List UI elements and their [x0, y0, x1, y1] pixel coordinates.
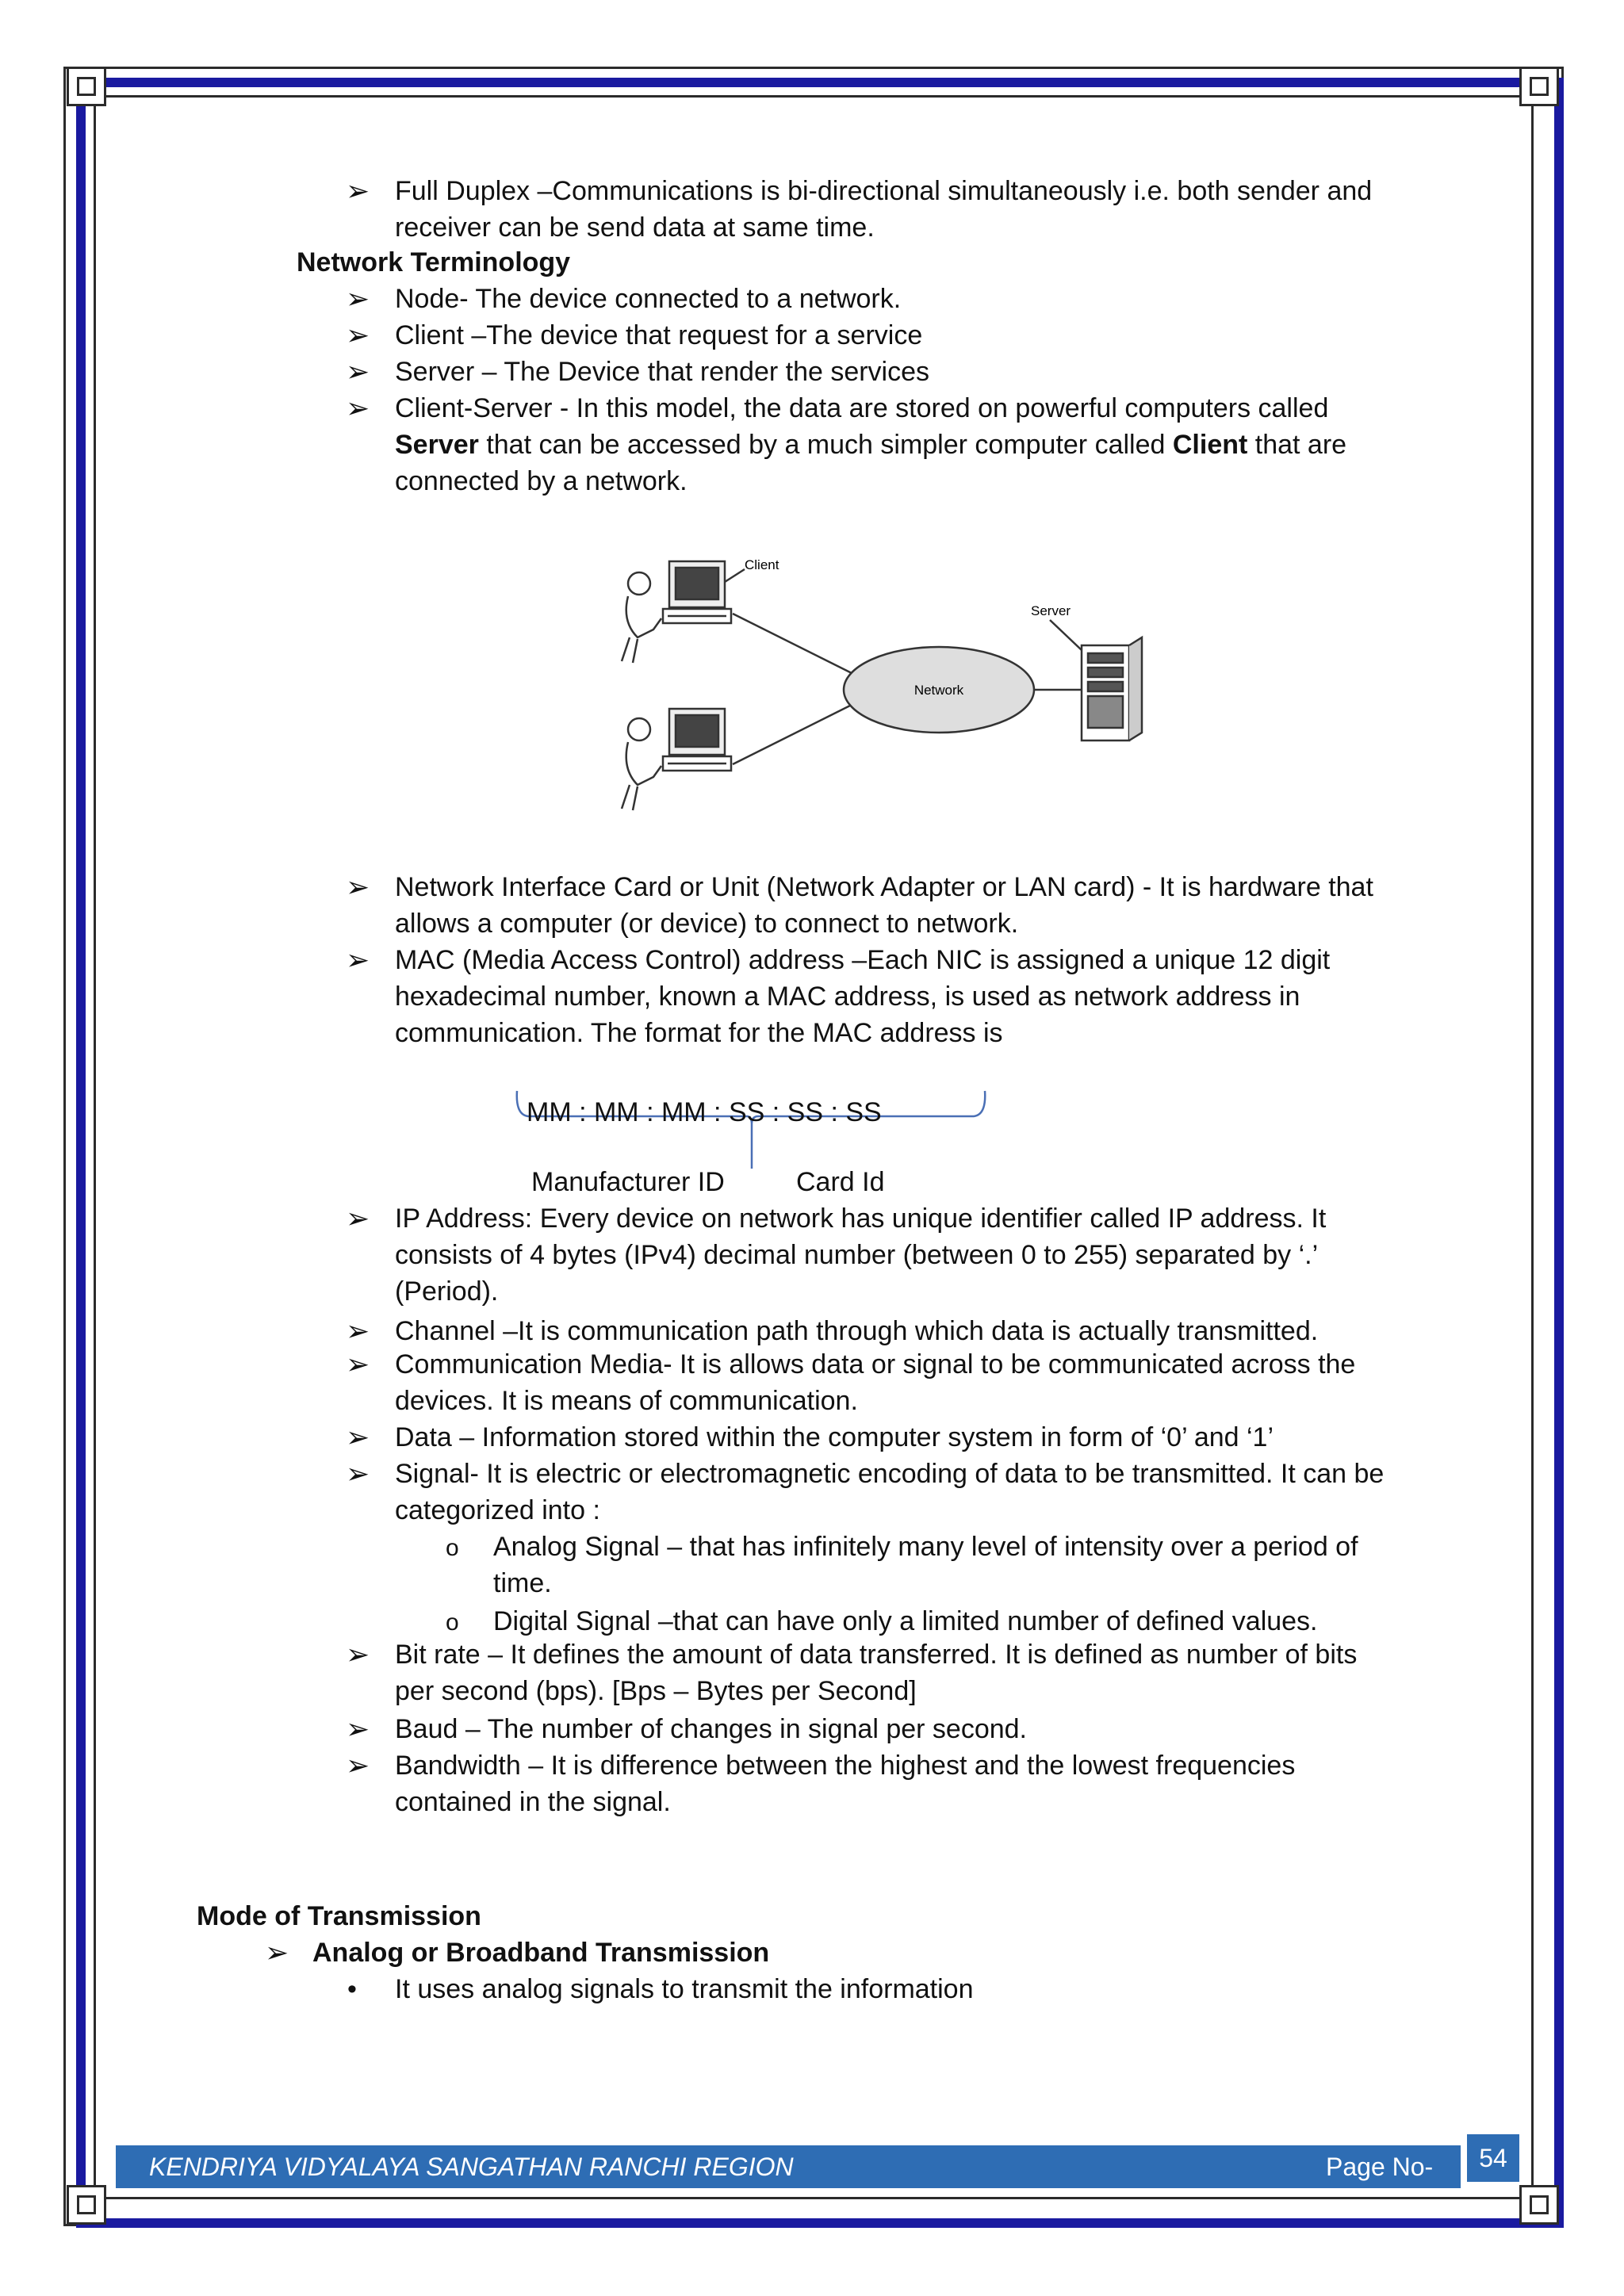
arrow-bullet-icon: ➢	[346, 1314, 370, 1347]
arrow-bullet-icon: ➢	[346, 282, 370, 315]
bit-rate-line-1: Bit rate – It defines the amount of data transferred. It is defined as number of bits	[395, 1640, 1358, 1670]
nic-line-1: Network Interface Card or Unit (Network Adapter or LAN card) - It is hardware that	[395, 872, 1373, 902]
manufacturer-id-label: Manufacturer ID	[531, 1167, 725, 1197]
circle-bullet-icon: o	[446, 1535, 459, 1561]
server-item: Server – The Device that render the services	[395, 357, 930, 387]
card-id-label: Card Id	[796, 1167, 885, 1197]
mac-line-3: communication. The format for the MAC address is	[395, 1018, 1003, 1048]
client-server-text-a: that can be accessed by a much simpler computer called	[478, 430, 1173, 460]
connection-line-client1	[733, 614, 860, 677]
full-duplex-line-1: Full Duplex –Communications is bi-directional simultaneously i.e. both sender and	[395, 176, 1373, 206]
client-server-text-b: that are	[1247, 430, 1347, 460]
connection-line-client2	[733, 701, 860, 764]
analog-signal-line-1: Analog Signal – that has infinitely many level of intensity over a period of	[493, 1532, 1358, 1562]
dot-bullet-icon: •	[347, 1974, 357, 2004]
arrow-bullet-icon: ➢	[346, 1421, 370, 1453]
client-pointer-line	[725, 569, 745, 582]
analog-use-item: It uses analog signals to transmit the information	[395, 1974, 974, 2004]
footer-organization: KENDRIYA VIDYALAYA SANGATHAN RANCHI REGION	[149, 2152, 794, 2181]
arrow-bullet-icon: ➢	[346, 943, 370, 976]
mac-line-2: hexadecimal number, known a MAC address, is used as network address in	[395, 982, 1300, 1012]
signal-line-1: Signal- It is electric or electromagnetic encoding of data to be transmitted. It can be	[395, 1459, 1385, 1489]
media-line-2: devices. It is means of communication.	[395, 1386, 858, 1416]
data-item: Data – Information stored within the computer system in form of ‘0’ and ‘1’	[395, 1422, 1274, 1452]
mode-of-transmission-heading: Mode of Transmission	[197, 1901, 481, 1931]
arrow-bullet-icon: ➢	[346, 1202, 370, 1234]
ip-line-2: consists of 4 bytes (IPv4) decimal number (between 0 to 255) separated by ‘.’	[395, 1240, 1319, 1270]
server-tower-icon	[1082, 637, 1142, 740]
media-line-1: Communication Media- It is allows data or signal to be communicated across the	[395, 1349, 1356, 1380]
server-pointer-line	[1050, 620, 1082, 650]
arrow-bullet-icon: ➢	[346, 871, 370, 903]
channel-item: Channel –It is communication path through which data is actually transmitted.	[395, 1316, 1319, 1346]
page-number: 54	[1467, 2134, 1519, 2182]
bit-rate-line-2: per second (bps). [Bps – Bytes per Second]	[395, 1676, 917, 1706]
bandwidth-line-2: contained in the signal.	[395, 1787, 671, 1817]
client-server-line-1: Client-Server - In this model, the data are stored on powerful computers called	[395, 393, 1329, 423]
digital-signal-item: Digital Signal –that can have only a limited number of defined values.	[493, 1606, 1318, 1636]
signal-line-2: categorized into :	[395, 1495, 600, 1525]
analog-broadband-heading: Analog or Broadband Transmission	[312, 1938, 770, 1968]
arrow-bullet-icon: ➢	[346, 1348, 370, 1380]
client-computer-icon	[622, 709, 731, 810]
client-computer-icon	[622, 561, 731, 663]
nic-line-2: allows a computer (or device) to connect to network.	[395, 909, 1019, 939]
client-server-line-2	[395, 427, 1346, 463]
bandwidth-line-1: Bandwidth – It is difference between the highest and the lowest frequencies	[395, 1751, 1296, 1781]
circle-bullet-icon: o	[446, 1609, 459, 1636]
arrow-bullet-icon: ➢	[346, 1712, 370, 1745]
client-server-diagram	[606, 550, 1153, 812]
ip-line-1: IP Address: Every device on network has unique identifier called IP address. It	[395, 1203, 1327, 1234]
baud-item: Baud – The number of changes in signal per second.	[395, 1714, 1028, 1744]
network-label: Network	[914, 683, 964, 698]
analog-signal-line-2: time.	[493, 1568, 552, 1598]
server-label: Server	[1031, 603, 1071, 618]
client-bold: Client	[1172, 430, 1248, 460]
node-item: Node- The device connected to a network.	[395, 284, 902, 314]
client-item: Client –The device that request for a service	[395, 320, 923, 350]
client-server-line-3: connected by a network.	[395, 466, 688, 496]
arrow-bullet-icon: ➢	[346, 1749, 370, 1781]
full-duplex-line-2: receiver can be send data at same time.	[395, 212, 875, 243]
arrow-bullet-icon: ➢	[346, 319, 370, 351]
arrow-bullet-icon: ➢	[346, 392, 370, 424]
arrow-bullet-icon: ➢	[346, 1457, 370, 1490]
client-label: Client	[745, 557, 779, 572]
network-terminology-heading: Network Terminology	[297, 247, 571, 277]
ip-line-3: (Period).	[395, 1276, 499, 1307]
arrow-bullet-icon: ➢	[265, 1936, 289, 1969]
arrow-bullet-icon: ➢	[346, 355, 370, 388]
arrow-bullet-icon: ➢	[346, 1638, 370, 1670]
server-bold: Server	[395, 430, 479, 460]
mac-line-1: MAC (Media Access Control) address –Each NIC is assigned a unique 12 digit	[395, 945, 1331, 975]
footer-page-label: Page No-	[1326, 2152, 1434, 2181]
mac-format: MM : MM : MM : SS : SS : SS	[527, 1097, 882, 1127]
arrow-bullet-icon: ➢	[346, 174, 370, 207]
